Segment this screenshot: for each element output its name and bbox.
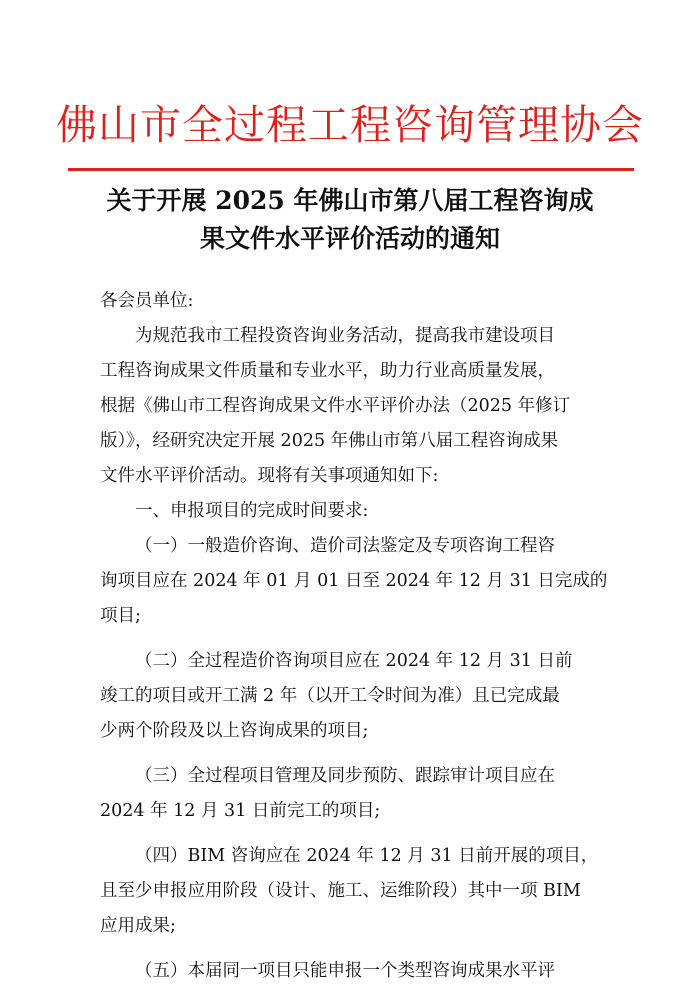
organization-header: 佛山市全过程工程咨询管理协会	[56, 101, 644, 149]
item-1-line-2: 询项目应在 2024 年 01 月 01 日至 2024 年 12 月 31 日完成的	[100, 571, 608, 591]
item-4-line-3: 应用成果;	[100, 916, 176, 936]
item-4-line-2: 且至少申报应用阶段（设计、施工、运维阶段）其中一项 BIM	[100, 881, 581, 901]
intro-line-5: 文件水平评价活动。现将有关事项通知如下:	[100, 466, 439, 486]
title-line-1: 关于开展 2025 年佛山市第八届工程咨询成	[106, 186, 594, 215]
salutation: 各会员单位:	[100, 291, 194, 311]
intro-line-3: 根据《佛山市工程咨询成果文件水平评价办法（2025 年修订	[100, 396, 571, 416]
item-2-line-1: （二）全过程造价咨询项目应在 2024 年 12 月 31 日前	[135, 651, 573, 671]
section-1-heading: 一、申报项目的完成时间要求:	[135, 501, 369, 521]
paragraph-gap	[100, 944, 600, 954]
item-3-line-2: 2024 年 12 月 31 日前完工的项目;	[100, 801, 381, 821]
red-divider-line	[68, 168, 634, 171]
intro-line-1: 为规范我市工程投资咨询业务活动，提高我市建设项目	[135, 326, 555, 346]
item-1-line-3: 项目;	[100, 606, 141, 626]
intro-line-4: 版）》，经研究决定开展 2025 年佛山市第八届工程咨询成果	[100, 431, 559, 451]
paragraph-gap	[100, 829, 600, 839]
paragraph-gap	[100, 749, 600, 759]
item-2-line-3: 少两个阶段及以上咨询成果的项目;	[100, 721, 369, 741]
item-5-line-1: （五）本届同一项目只能申报一个类型咨询成果水平评	[135, 961, 555, 981]
paragraph-gap	[100, 634, 600, 644]
item-2-line-2: 竣工的项目或开工满 2 年（以开工令时间为准）且已完成最	[100, 686, 560, 706]
intro-line-2: 工程咨询成果文件质量和专业水平，助力行业高质量发展，	[100, 361, 555, 381]
document-title	[0, 182, 700, 258]
item-3-line-1: （三）全过程项目管理及同步预防、跟踪审计项目应在	[135, 766, 555, 786]
item-1-line-1: （一）一般造价咨询、造价司法鉴定及专项咨询工程咨	[135, 536, 555, 556]
item-4-line-1: （四）BIM 咨询应在 2024 年 12 月 31 日前开展的项目，	[135, 846, 599, 866]
title-line-2: 果文件水平评价活动的通知	[199, 224, 500, 253]
document-body	[100, 284, 608, 989]
